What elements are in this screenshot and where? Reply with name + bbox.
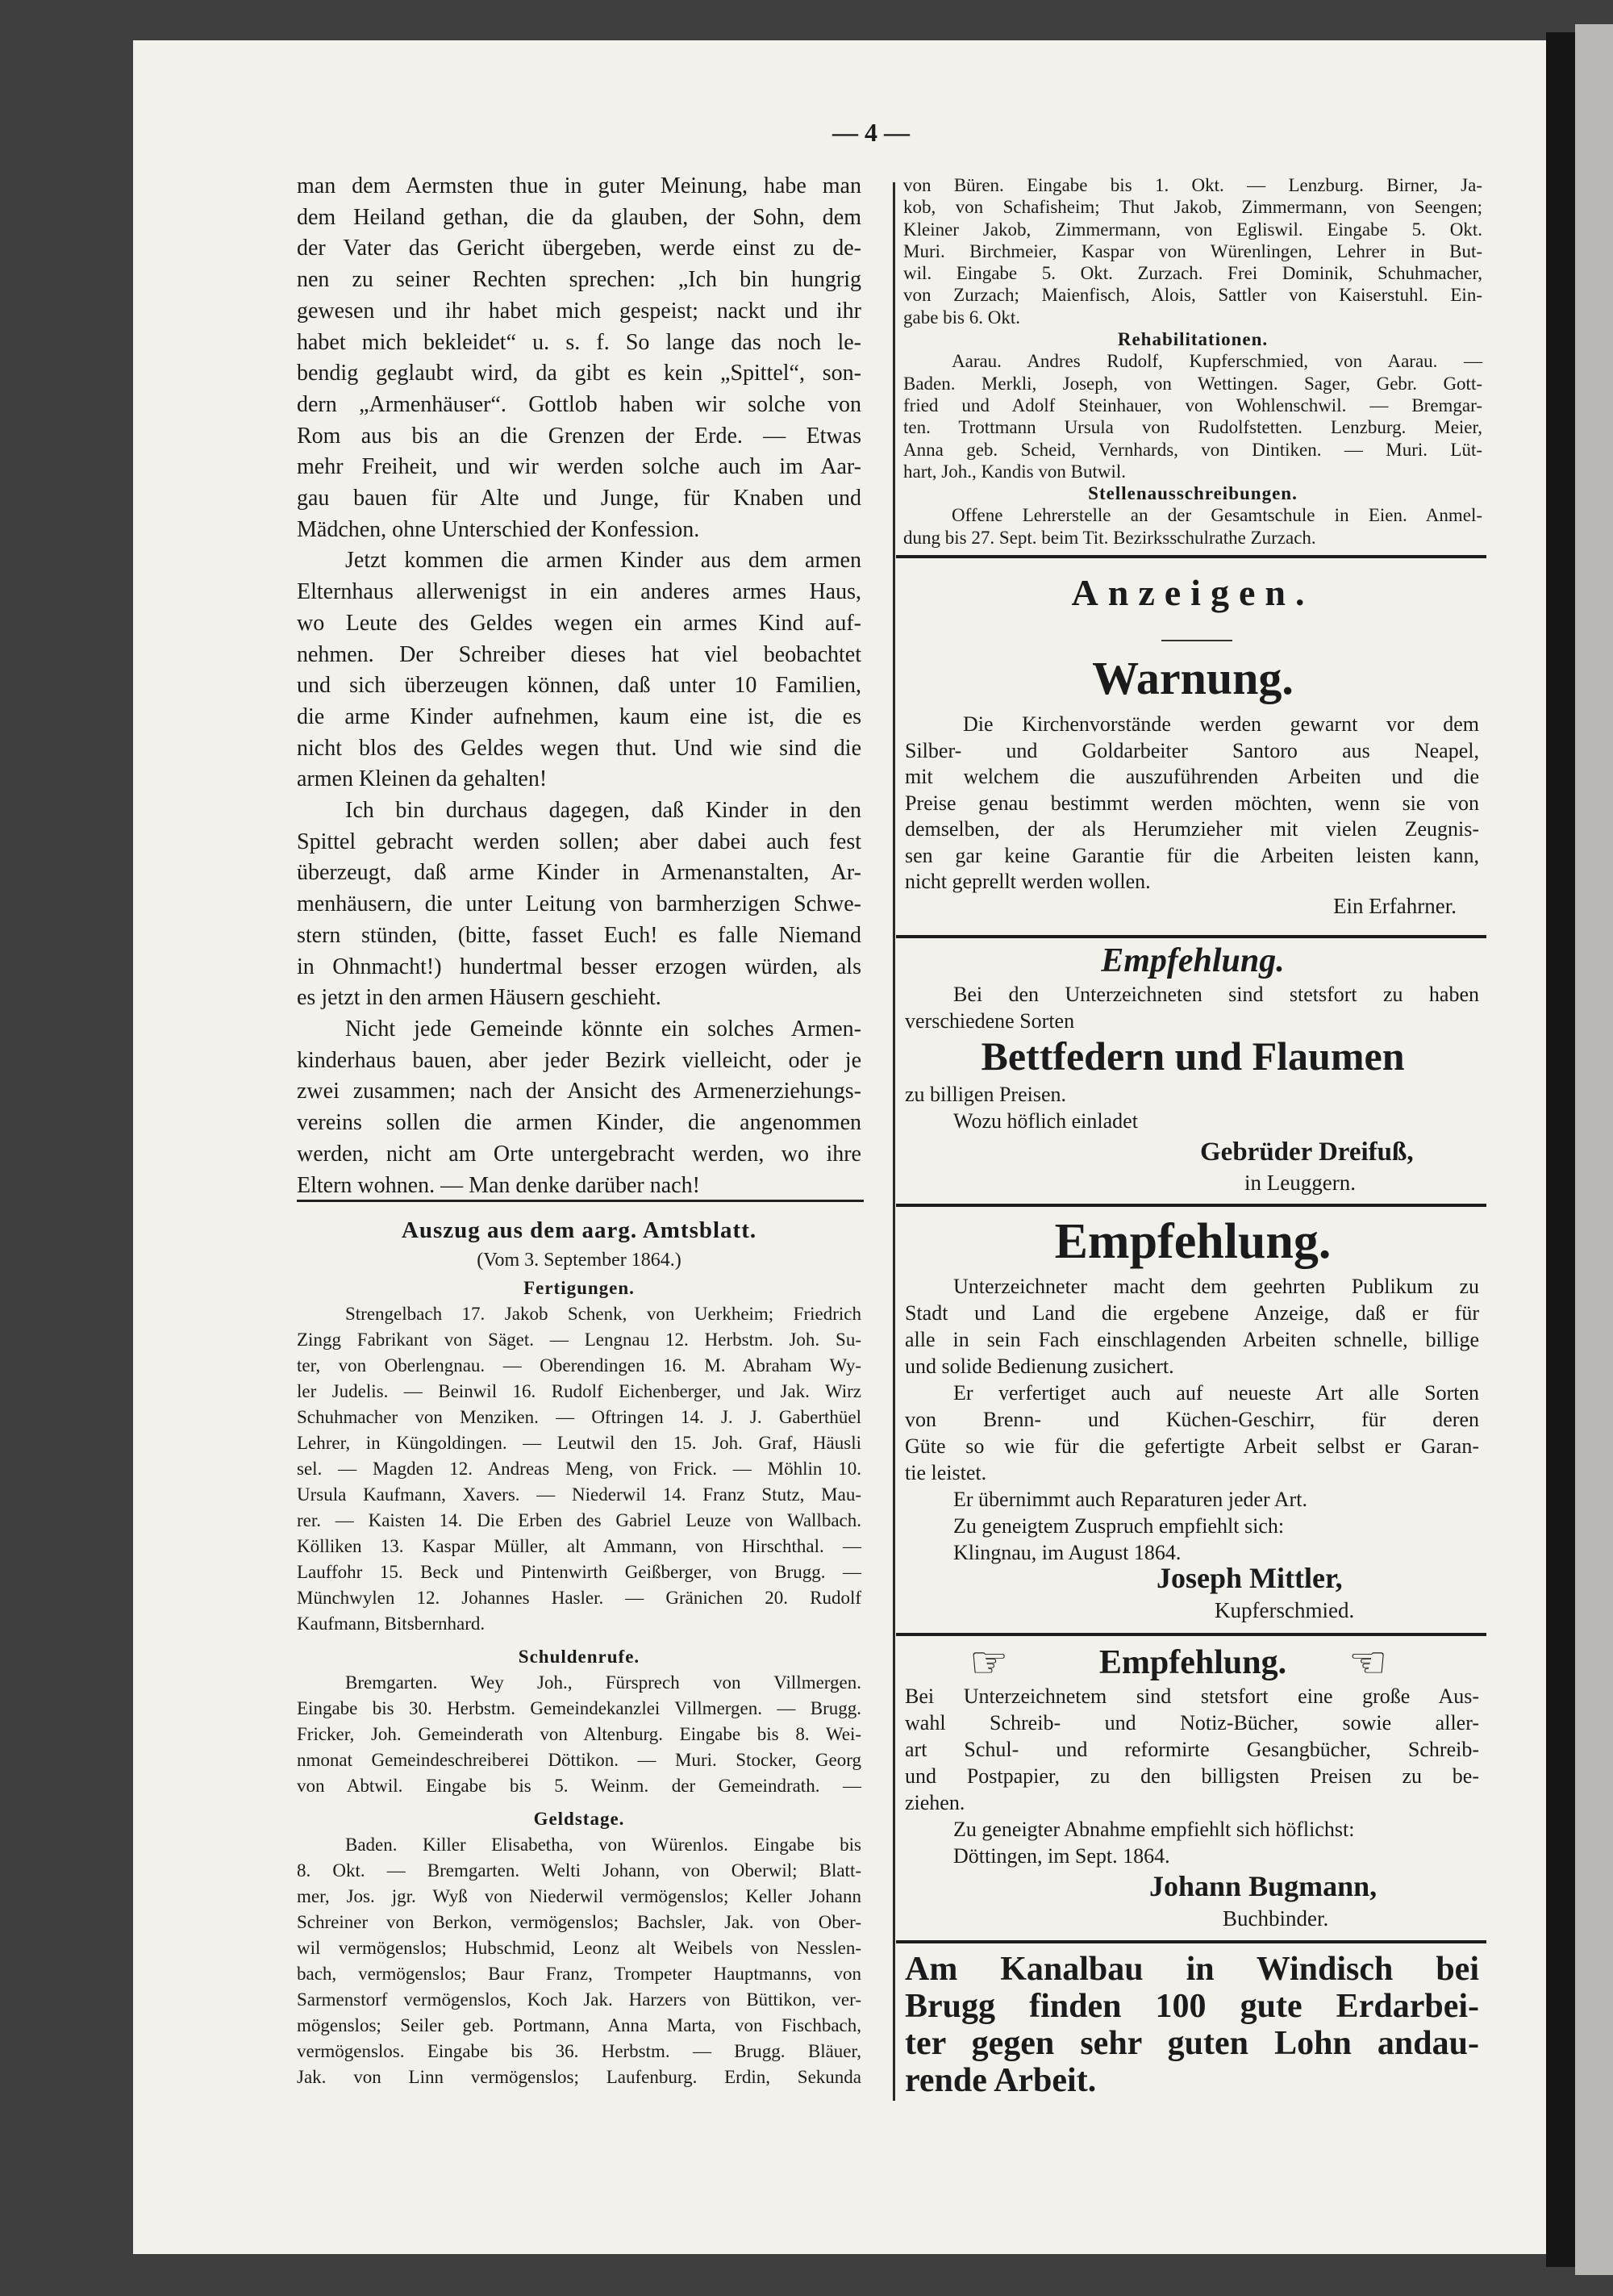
text-line: Silber- und Goldarbeiter Santoro aus Neapel, (905, 738, 1479, 762)
text-line: Am Kanalbau in Windisch bei (905, 1951, 1479, 1988)
pointing-hand-left-icon: ☜ (1348, 1637, 1388, 1688)
text-line: Eingabe bis 30. Herbstm. Gemeindekanzlei Villmergen. — Brugg. (297, 1698, 861, 1718)
text-line: es jetzt in den armen Häusern geschieht. (297, 985, 661, 1011)
fertigungen-section (297, 1275, 861, 1637)
text-line: und solide Bedienung zusichert. (905, 1355, 1174, 1378)
text-line: wahl Schreib- und Notiz-Bücher, sowie aller- (905, 1711, 1479, 1735)
text-line: ten. Trottmann Ursula von Rudolfstetten. Lenzburg. Meier, (903, 417, 1482, 438)
amtsblatt-extract (297, 1214, 861, 2090)
text-line: Bei den Unterzeichneten sind stetsfort zu haben (953, 983, 1479, 1006)
section-rule (896, 1204, 1486, 1207)
text-line: Offene Lehrerstelle an der Gesamtschule in Eien. Anmel- (952, 505, 1482, 526)
ad-paragraph (905, 1380, 1479, 1486)
recommendation-ad-text (905, 1273, 1479, 1566)
text-line: nicht blos des Geldes wegen thut. Und wie sind die (297, 735, 861, 761)
text-line: Güte so wie für die gefertigte Arbeit selbst er Garan- (905, 1434, 1479, 1458)
section-text (297, 1832, 861, 2090)
text-line: Jak. von Linn vermögenslos; Laufenburg. Erdin, Sekunda (297, 2067, 861, 2087)
column-divider (893, 182, 895, 2101)
recommendation-ad-text (905, 1683, 1479, 1869)
text-line: dern „Armenhäuser“. Gottlob haben wir solche von (297, 391, 861, 417)
text-line: Zu geneigtem Zuspruch empfiehlt sich: (953, 1514, 1285, 1538)
text-line: kinderhaus bauen, aber jeder Bezirk vielleicht, oder je (297, 1047, 861, 1073)
text-line: Rom aus bis an die Grenzen der Erde. — Etwas (297, 423, 861, 449)
schuldenrufe-section (297, 1644, 861, 1799)
recommendation-ad-title: Empfehlung. (1101, 942, 1285, 979)
ad-paragraph (905, 1683, 1479, 1816)
text-line: Baden. Merkli, Joseph, von Wettingen. Sager, Gebr. Gott- (903, 373, 1482, 394)
text-line: Lauffohr 15. Beck und Pintenwirth Geißberger, von Brugg. — (297, 1562, 861, 1582)
warning-ad-signature: Ein Erfahrner. (1333, 894, 1457, 918)
text-line: mit welchem die auszuführenden Arbeiten und die (905, 765, 1479, 788)
text-line: menhäusern, die unter Leitung von barmherzigen Schwe- (297, 891, 861, 917)
amtsblatt-continuation (903, 174, 1482, 549)
text-line: Jetzt kommen die armen Kinder aus dem armen (345, 548, 861, 574)
page-number: — 4 — (832, 118, 910, 147)
text-line: Döttingen, im Sept. 1864. (953, 1844, 1170, 1868)
section-text (903, 350, 1482, 482)
text-line: wil vermögenslos; Hubschmid, Leonz alt Weibels von Nesslen- (297, 1938, 861, 1958)
left-column-article (297, 171, 861, 1201)
article-paragraph (297, 171, 861, 545)
article-paragraph (297, 795, 861, 1014)
text-line: mehr Freiheit, und wir werden solche auch im Aar- (297, 454, 861, 480)
text-line: Kleiner Jakob, Zimmermann, von Egliswil. Eingabe 5. Okt. (903, 219, 1482, 240)
text-line: von Brenn- und Küchen-Geschirr, für deren (905, 1408, 1479, 1431)
text-line: von Abtwil. Eingabe bis 5. Weinm. der Gemeindrath. — (297, 1776, 861, 1796)
section-rule (896, 555, 1486, 558)
text-line: und sich überzeugen können, daß unter 10 Familien, (297, 673, 861, 699)
ad-paragraph (905, 1816, 1479, 1843)
recommendation-ad-place: in Leuggern. (1244, 1171, 1356, 1195)
text-line: die arme Kinder aufnehmen, kaum eine ist, die es (297, 703, 861, 729)
section-rule (896, 1940, 1486, 1943)
canal-work-ad (905, 1951, 1479, 2099)
recommendation-ad-signer: Joseph Mittler, (1157, 1562, 1343, 1594)
text-line: überzeugt, daß arme Kinder in Armenanstalten, Ar- (297, 860, 861, 886)
text-line: Anna geb. Scheid, Vernhards, von Dintiken. — Muri. Lüt- (903, 439, 1482, 460)
text-line: Stadt und Land die ergebene Anzeige, daß er für (905, 1301, 1479, 1325)
text-line: armen Kleinen da gehalten! (297, 766, 548, 792)
short-rule (1161, 640, 1232, 641)
text-line: in Ohnmacht!) hundertmal besser erzogen würden, als (297, 954, 861, 979)
text-line: Muri. Birchmeier, Kaspar von Würenlingen, Lehrer in But- (903, 240, 1482, 261)
section-rule (297, 1200, 864, 1202)
text-line: nen zu seiner Rechten sprechen: „Ich bin hungrig (297, 267, 861, 293)
section-text (297, 1301, 861, 1637)
text-line: man dem Aermsten thue in guter Meinung, habe man (297, 173, 861, 198)
text-line: nicht geprellt werden wollen. (905, 870, 1151, 893)
text-line: Aarau. Andres Rudolf, Kupferschmied, von Aarau. — (952, 351, 1482, 372)
recommendation-ad-trade: Buchbinder. (1223, 1906, 1329, 1931)
section-text (297, 1670, 861, 1799)
section-rule (896, 1633, 1486, 1636)
text-line: Kölliken 13. Kaspar Müller, alt Ammann, von Hirschthal. — (297, 1536, 861, 1556)
text-line: hart, Joh., Kandis von Butwil. (903, 461, 1126, 482)
text-line: Sarmenstorf vermögenslos, Koch Jak. Harzers von Büttikon, ver- (297, 1989, 861, 2010)
recommendation-ad-title: Empfehlung. (1054, 1214, 1332, 1269)
ad-paragraph (905, 1486, 1479, 1513)
text-line: verschiedene Sorten (905, 1009, 1075, 1033)
text-line: Bremgarten. Wey Joh., Fürsprech von Villmergen. (345, 1672, 861, 1693)
recommendation-ad-product: Bettfedern und Flaumen (981, 1033, 1405, 1079)
recommendation-ad-price: zu billigen Preisen. (905, 1083, 1067, 1106)
text-line: Ich bin durchaus dagegen, daß Kinder in den (345, 798, 861, 824)
text-line: gau bauen für Alte und Junge, für Knaben und (297, 486, 861, 511)
article-paragraph (297, 545, 861, 795)
recommendation-ad-signer: Johann Bugmann, (1149, 1870, 1378, 1902)
text-line: rende Arbeit. (905, 2062, 1097, 2099)
text-line: nehmen. Der Schreiber dieses hat viel beobachtet (297, 641, 861, 667)
section-heading: Fertigungen. (523, 1278, 635, 1298)
amtsblatt-date: (Vom 3. September 1864.) (477, 1250, 681, 1271)
text-line: und Postpapier, zu den billigsten Preisen zu be- (905, 1764, 1479, 1788)
text-line: Spittel gebracht werden sollen; aber dabei auch fest (297, 829, 861, 854)
ad-paragraph (905, 1843, 1479, 1869)
text-line: vereins sollen die armen Kinder, die angenommen (297, 1110, 861, 1136)
text-line: wo Leute des Geldes wegen ein armes Kind auf- (297, 610, 861, 636)
text-line: bendig geglaubt wird, da gibt es kein „Spittel“, son- (297, 361, 861, 386)
section-heading: Rehabilitationen. (1117, 329, 1269, 350)
section-rule (896, 935, 1486, 938)
pointing-hand-right-icon: ☞ (969, 1637, 1009, 1688)
text-line: dung bis 27. Sept. beim Tit. Bezirksschulrathe Zurzach. (903, 527, 1316, 548)
text-line: Nicht jede Gemeinde könnte ein solches Armen- (345, 1016, 861, 1042)
advertisements-heading: Anzeigen. (1071, 572, 1315, 613)
section-heading: Geldstage. (533, 1809, 625, 1829)
text-line: bach, vermögenslos; Baur Franz, Trompeter Hauptmanns, von (297, 1964, 861, 1984)
text-line: werden, nicht am Orte untergebracht werden, wo ihre (297, 1141, 861, 1167)
text-line: ter, von Oberlengnau. — Oberendingen 16. M. Abraham Wy- (297, 1355, 861, 1376)
text-line: Kaufmann, Bitsbernhard. (297, 1613, 486, 1634)
adjacent-page-edge (1575, 24, 1613, 2275)
ad-paragraph (905, 1273, 1479, 1380)
recommendation-ad-trade: Kupferschmied. (1215, 1598, 1355, 1622)
text-line: Mädchen, ohne Unterschied der Konfession. (297, 516, 700, 542)
text-line: zwei zusammen; nach der Ansicht des Armenerziehungs- (297, 1079, 861, 1104)
text-line: vermögenslos. Eingabe bis 36. Herbstm. — Brugg. Bläuer, (297, 2041, 861, 2061)
text-line: Baden. Killer Elisabetha, von Würenlos. Eingabe bis (345, 1835, 861, 1855)
text-line: Schuhmacher von Menziken. — Oftringen 14. J. J. Gaberthüel (297, 1407, 861, 1427)
text-line: von Zurzach; Maienfisch, Alois, Sattler von Kaiserstuhl. Ein- (903, 285, 1482, 306)
text-line: Unterzeichneter macht dem geehrten Publikum zu (953, 1275, 1479, 1298)
text-line: sen gar keine Garantie für die Arbeiten leisten kann, (905, 843, 1479, 867)
text-line: Münchwylen 12. Johannes Hasler. — Gränichen 20. Rudolf (297, 1588, 861, 1608)
text-line: Zu geneigter Abnahme empfiehlt sich höflichst: (953, 1818, 1355, 1841)
text-line: Die Kirchenvorstände werden gewarnt vor dem (963, 712, 1479, 736)
recommendation-ad-invite: Wozu höflich einladet (953, 1109, 1138, 1133)
text-line: Elternhaus allerwenigst in ein anderes armes Haus, (297, 579, 861, 605)
text-line: habet mich bekleidet“ u. s. f. So lange das noch le- (297, 329, 861, 355)
text-line: stern stünden, (bitte, fasset Euch! es falle Niemand (297, 922, 861, 948)
text-line: Schreiner von Berkon, vermögenslos; Bachsler, Jak. von Ober- (297, 1912, 861, 1932)
text-line: rer. — Kaisten 14. Die Erben des Gabriel Leuze von Wallbach. (297, 1510, 861, 1530)
text-line: Zingg Fabrikant von Säget. — Lengnau 12. Herbstm. Joh. Su- (297, 1330, 861, 1350)
text-line: gewesen und ihr habet mich gespeist; nackt und ihr (297, 298, 861, 324)
section-heading: Stellenausschreibungen. (1088, 483, 1298, 504)
text-line: Ursula Kaufmann, Xavers. — Niederwil 14. Franz Stutz, Mau- (297, 1484, 861, 1505)
recommendation-ad-intro (905, 981, 1479, 1034)
text-line: Preise genau bestimmt werden möchten, wenn sie von (905, 791, 1479, 815)
text-line: wil. Eingabe 5. Okt. Zurzach. Frei Dominik, Schuhmacher, (903, 263, 1482, 284)
text-line: demselben, der als Herumzieher mit vielen Zeugnis- (905, 817, 1479, 841)
text-line: Fricker, Joh. Gemeinderath von Altenburg. Eingabe bis 8. Wei- (297, 1724, 861, 1744)
text-line: kob, von Schafisheim; Thut Jakob, Zimmermann, von Seengen; (903, 197, 1482, 218)
text-line: mer, Jos. jgr. Wyß von Niederwil vermögenslos; Keller Johann (297, 1886, 861, 1906)
text-line: mögenslos; Seiler geb. Portmann, Anna Marta, von Fischbach, (297, 2015, 861, 2035)
geldstage-section (297, 1806, 861, 2090)
text-line: fried und Adolf Steinhauer, von Wohlenschwil. — Bremgar- (903, 394, 1482, 415)
text-line: Lehrer, in Küngoldingen. — Leutwil den 15. Joh. Graf, Häusli (297, 1433, 861, 1453)
text-line: tie leistet. (905, 1461, 987, 1484)
text-line: ziehen. (905, 1791, 965, 1814)
text-line: dem Heiland gethan, die da glauben, der Sohn, dem (297, 204, 861, 230)
text-line: Brugg finden 100 gute Erdarbei- (905, 1988, 1479, 2025)
section-text (903, 504, 1482, 549)
text-line: 8. Okt. — Bremgarten. Welti Johann, von Oberwil; Blatt- (297, 1860, 861, 1881)
text-line: ter gegen sehr guten Lohn andau- (905, 2025, 1479, 2062)
recommendation-ad-signer: Gebrüder Dreifuß, (1200, 1138, 1414, 1167)
amtsblatt-title: Auszug aus dem aarg. Amtsblatt. (401, 1217, 757, 1243)
scan-border (1546, 32, 1575, 2267)
text-line: sel. — Magden 12. Andreas Meng, von Frick. — Möhlin 10. (297, 1459, 861, 1479)
text-line: Eltern wohnen. — Man denke darüber nach! (297, 1172, 700, 1198)
ad-paragraph (905, 1513, 1479, 1539)
text-line: Bei Unterzeichnetem sind stetsfort eine große Aus- (905, 1684, 1479, 1708)
text-line: Strengelbach 17. Jakob Schenk, von Uerkheim; Friedrich (345, 1304, 861, 1324)
article-paragraph (297, 1014, 861, 1201)
warning-ad-text (905, 712, 1479, 895)
warning-ad-title: Warnung. (1092, 652, 1294, 704)
text-line: Er verfertiget auch auf neueste Art alle Sorten (953, 1381, 1479, 1405)
text-line: ler Judelis. — Beinwil 16. Rudolf Eichenberger, und Jak. Wirz (297, 1381, 861, 1401)
text-line: alle in sein Fach einschlagenden Arbeiten schnelle, billige (905, 1328, 1479, 1351)
section-text (903, 174, 1482, 328)
text-line: von Büren. Eingabe bis 1. Okt. — Lenzburg. Birner, Ja- (903, 175, 1482, 195)
text-line: art Schul- und reformirte Gesangbücher, Schreib- (905, 1738, 1479, 1761)
text-line: der Vater das Gericht übergeben, werde einst zu de- (297, 236, 861, 261)
text-line: Klingnau, im August 1864. (953, 1541, 1182, 1564)
recommendation-ad-title: Empfehlung. (1098, 1644, 1287, 1681)
text-line: Er übernimmt auch Reparaturen jeder Art. (953, 1488, 1307, 1511)
section-heading: Schuldenrufe. (518, 1647, 640, 1667)
text-line: nmonat Gemeindeschreiberei Döttikon. — Muri. Stocker, Georg (297, 1750, 861, 1770)
text-line: gabe bis 6. Okt. (903, 307, 1021, 328)
